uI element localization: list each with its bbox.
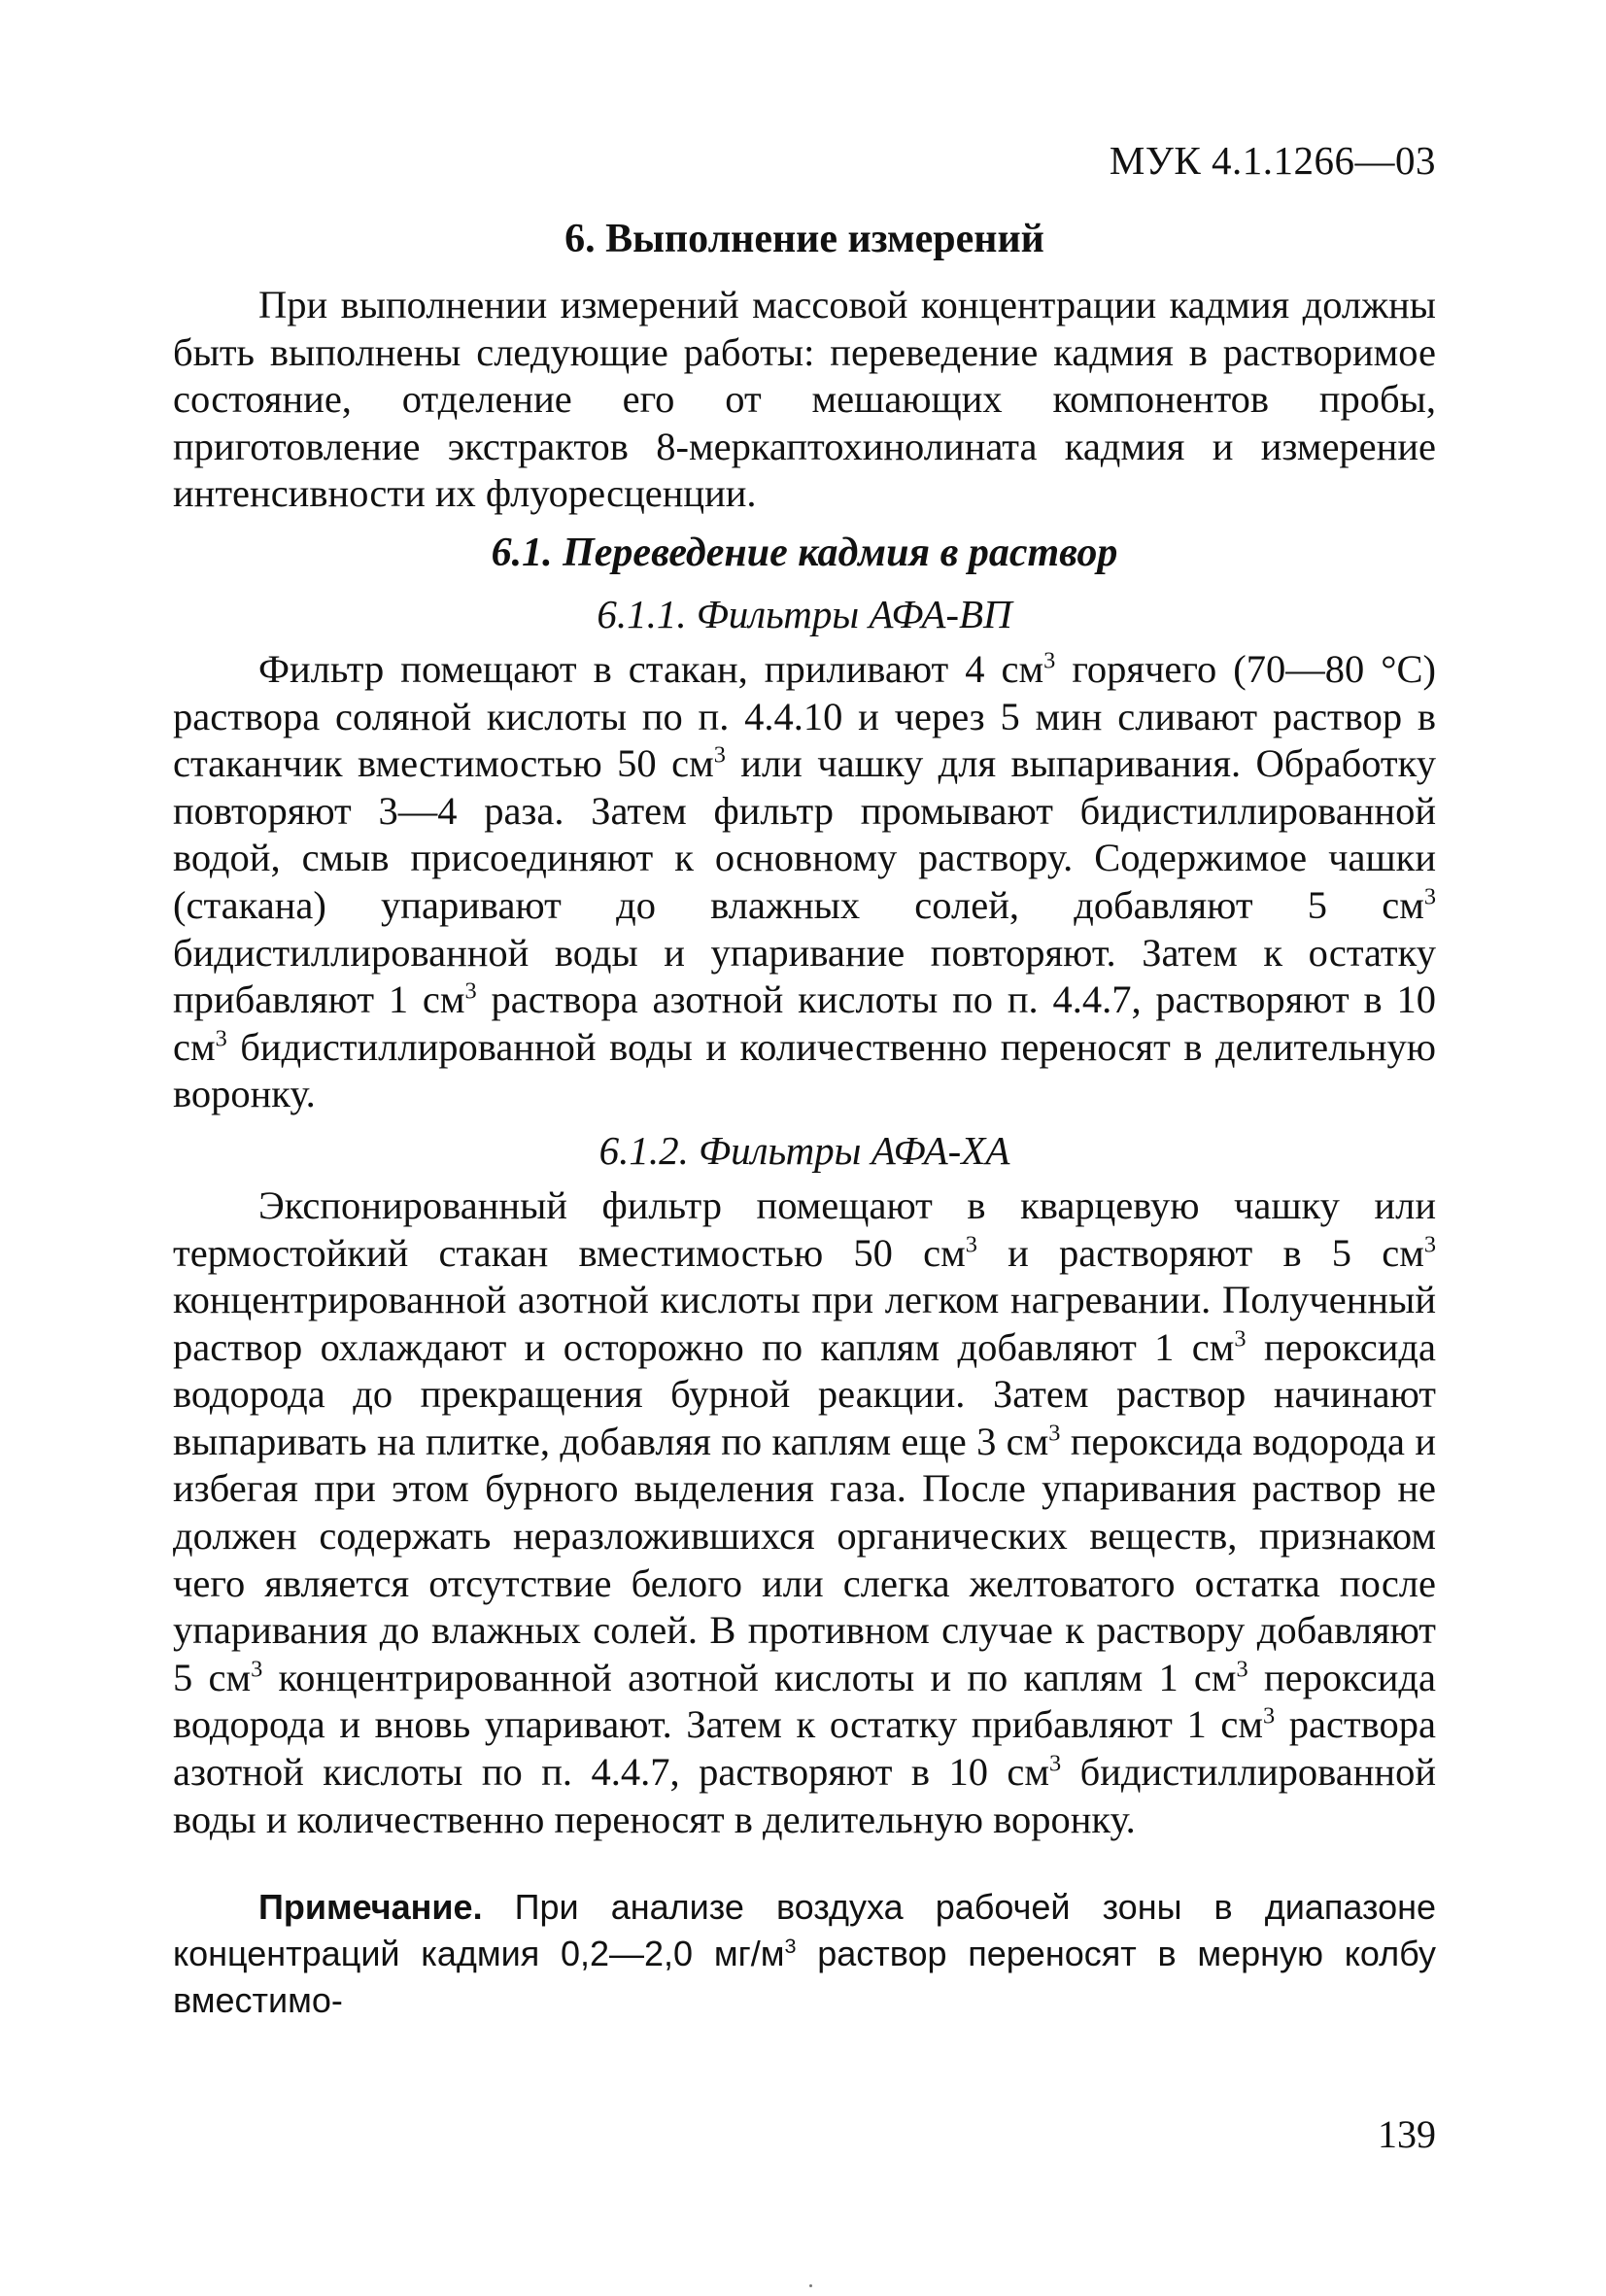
part-6-1-1-title: 6.1.1. Фильтры АФА-ВП: [597, 591, 1012, 636]
scan-speck: [809, 2284, 812, 2287]
text-run: Фильтр помещают в стакан, приливают 4 см: [258, 646, 1044, 691]
text-run: концентрированной азотной кислоты и по каплям 1 см: [262, 1655, 1237, 1699]
part-6-1-2-title: 6.1.2. Фильтры АФА-ХА: [598, 1127, 1010, 1173]
superscript: 3: [713, 741, 726, 769]
superscript: 3: [1234, 1325, 1247, 1353]
section-intro-paragraph: При выполнении измерений массовой концентрации кадмия должны быть выполнены следующие работы: переведение кадмия в растворимое состояние, отделение его от мешающих компонентов пробы, приготовление экстрактов 8-меркаптохинолината кадмия и измерение интенсивности их флуоресценции.: [173, 283, 1436, 516]
text-run: При анализе воздуха рабочей зоны в диапазоне концентраций кадмия 0,2—2,0 мг/м: [173, 1887, 1436, 1974]
superscript: 3: [1236, 1656, 1248, 1683]
superscript: 3: [1423, 1231, 1436, 1257]
text-run: раствора азотной кислоты по п. 4.4.7, растворяют в 10 см: [173, 977, 1436, 1069]
superscript: 3: [1049, 1750, 1062, 1777]
section-title: 6. Выполнение измерений: [564, 217, 1044, 261]
note-paragraph: [173, 1884, 1436, 2024]
subsection-title: 6.1. Переведение кадмия в раствор: [491, 530, 1118, 575]
superscript: 3: [1048, 1420, 1061, 1447]
note-label: Примечание.: [258, 1887, 483, 1928]
text-run: горячего (70—80 °С) раствора соляной кислоты по п. 4.4.10 и через 5 мин сливают раствор в стаканчик вместимостью 50 см: [173, 646, 1436, 786]
page-number: 139: [1378, 2112, 1436, 2156]
superscript: 3: [965, 1231, 977, 1257]
superscript: 3: [1423, 883, 1436, 910]
text-run: раствора азотной кислоты по п. 4.4.7, растворяют в 10 см: [173, 1702, 1436, 1795]
superscript: 3: [464, 977, 477, 1005]
superscript: 3: [1043, 647, 1056, 674]
document-page: [173, 136, 1436, 2024]
superscript: 3: [784, 1934, 797, 1959]
text-run: бидистиллированной воды и количественно переносят в делительную воронку.: [173, 1024, 1436, 1116]
text-run: раствор переносят в мерную колбу вместимо-: [173, 1934, 1436, 2021]
text-run: и растворяют в 5 см: [976, 1230, 1424, 1275]
text-run: Экспонированный фильтр помещают в кварцевую чашку или термостойкий стакан вместимостью 50 см: [173, 1182, 1436, 1275]
text-run: концентрированной азотной кислоты при легком нагревании. Полученный раствор охлаждают и осторожно по каплям добавляют 1 см: [173, 1278, 1436, 1369]
part-6-1-2-paragraph: [173, 1182, 1436, 1843]
text-run: бидистиллированной воды и упаривание повторяют. Затем к остатку прибавляют 1 см: [173, 930, 1436, 1022]
superscript: 3: [251, 1656, 263, 1683]
superscript: 3: [1262, 1702, 1276, 1730]
text-run: пероксида водорода до прекращения бурной реакции. Затем раствор начинают выпаривать на плитке, добавляя по каплям еще 3 см: [173, 1324, 1436, 1463]
text-run: бидистиллированной воды и количественно переносят в делительную воронку.: [173, 1750, 1436, 1841]
text-run: пероксида водорода и избегая при этом бурного выделения газа. После упаривания раствор не должен содержать неразложившихся органических веществ, признаком чего является отсутствие белого или слегка желтоватого остатка после упаривания до влажных солей. В противном случае к раствору добавляют 5 см: [173, 1419, 1436, 1699]
text-run: или чашку для выпаривания. Обработку повторяют 3—4 раза. Затем фильтр промывают бидистиллированной водой, смыв присоединяют к основному раствору. Содержимое чашки (стакана) упаривают до влажных солей, добавляют 5 см: [173, 741, 1436, 927]
part-6-1-1-paragraph: [173, 646, 1436, 1118]
superscript: 3: [215, 1025, 227, 1052]
text-run: пероксида водорода и вновь упаривают. Затем к остатку прибавляют 1 см: [173, 1655, 1436, 1747]
document-code-header: МУК 4.1.1266—03: [1109, 138, 1436, 183]
